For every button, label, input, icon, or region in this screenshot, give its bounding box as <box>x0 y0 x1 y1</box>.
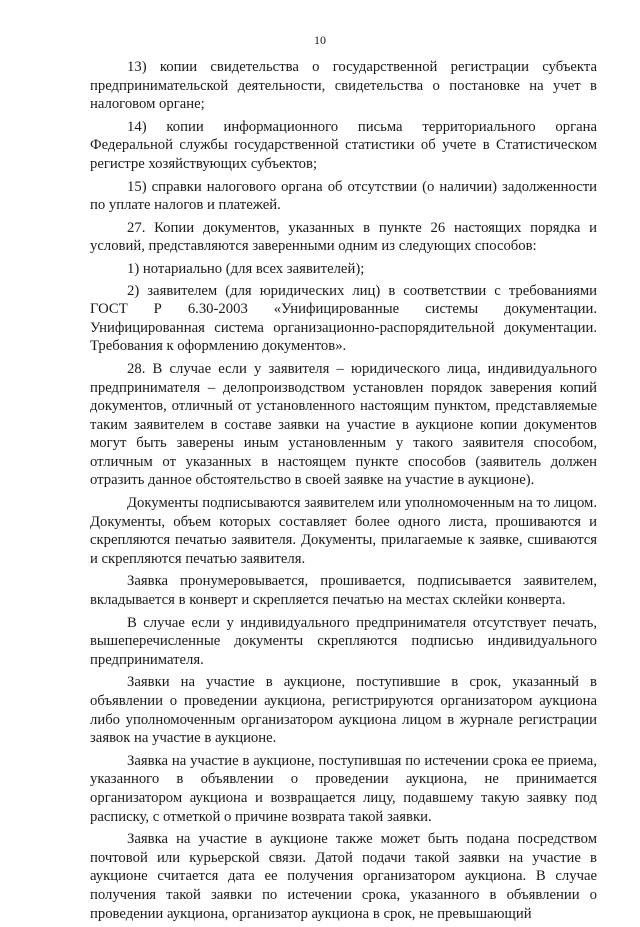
paragraph-registration: Заявки на участие в аукционе, поступившие в срок, указанный в объявлении о проведении аукциона, регистрируются организатором аукциона либо уполномоченным организатором аукциона лицом в журнале регистрации заявок на участие в аукционе. <box>90 674 597 747</box>
paragraph-numbering: Заявка пронумеровывается, прошивается, подписывается заявителем, вкладывается в конверт и скрепляется печатью на местах склейки конверта. <box>90 573 597 609</box>
paragraph-item-14: 14) копии информационного письма территориального органа Федеральной службы государственной статистики об учете в Статистическом регистре хозяйствующих субъектов; <box>90 118 597 172</box>
paragraph-method-2: 2) заявителем (для юридических лиц) в соответствии с требованиями ГОСТ Р 6.30-2003 «Унифицированные системы документации. Унифицированная система организационно-распорядительной документации. Требования к оформлению документов». <box>90 282 597 355</box>
paragraph-item-13: 13) копии свидетельства о государственной регистрации субъекта предпринимательской деятельности, свидетельства о постановке на учет в налоговом органе; <box>90 59 597 113</box>
paragraph-clause-27: 27. Копии документов, указанных в пункте 26 настоящих порядка и условий, представляются заверенными одним из следующих способов: <box>90 219 597 255</box>
paragraph-item-15: 15) справки налогового органа об отсутствии (о наличии) задолженности по уплате налогов и платежей. <box>90 178 597 214</box>
paragraph-late-submission: Заявка на участие в аукционе, поступившая по истечении срока ее приема, указанного в объявлении о проведении аукциона, не принимается организатором аукциона и возвращается лицу, подавшему такую заявку под расписку, с отметкой о причине возврата такой заявки. <box>90 752 597 825</box>
paragraph-signing: Документы подписываются заявителем или уполномоченным на то лицом. Документы, объем которых составляет более одного листа, прошиваются и скрепляются печатью заявителя. Документы, прилагаемые к заявке, сшиваются и скрепляются печатью заявителя. <box>90 495 597 567</box>
paragraph-postal-submission: Заявка на участие в аукционе также может быть подана посредством почтовой или курьерской связи. Датой подачи такой заявки на участие в аукционе считается дата ее получения организатором аукциона. В случае получения такой заявки по истечении срока, указанного в объявлении о проведении аукциона, организатор аукциона в срок, не превышающий <box>90 831 597 922</box>
page-number: 10 <box>314 33 326 47</box>
paragraph-clause-28: 28. В случае если у заявителя – юридического лица, индивидуального предпринимателя – делопроизводством установлен порядок заверения копий документов, отличный от установленного настоящим пунктом, представляемые таким заявителем в составе заявки на участие в аукционе копии документов могут быть заверены иным установленным у такого заявителя способом, отличным от указанных в настоящем пункте способов (заявитель должен отразить данное обстоятельство в своей заявке на участие в аукционе). <box>90 360 597 489</box>
paragraph-no-seal: В случае если у индивидуального предпринимателя отсутствует печать, вышеперечисленные документы скрепляются подписью индивидуального предпринимателя. <box>90 614 597 668</box>
document-body <box>90 58 597 927</box>
paragraph-method-1: 1) нотариально (для всех заявителей); <box>127 260 365 277</box>
